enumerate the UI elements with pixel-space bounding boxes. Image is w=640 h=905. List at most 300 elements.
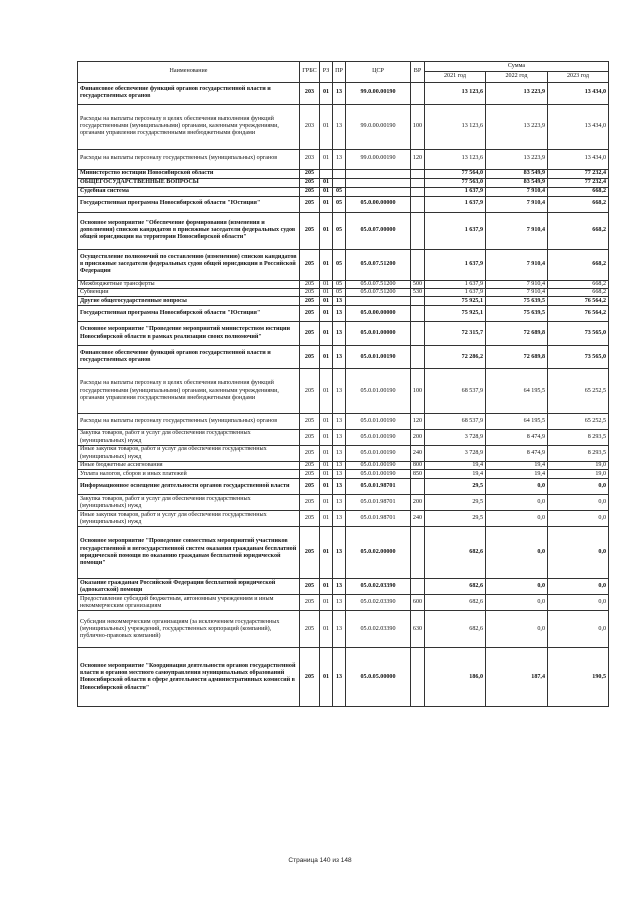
col-grbs-header: ГРБС xyxy=(300,62,320,83)
row-name: Расходы на выплаты персоналу в целях обеспечения выполнения функций государственными (муниципальными) органами, казенными учреждениями, органами управления государственными внебюджетными фондами xyxy=(78,104,300,149)
row-value-2022: 13 223,9 xyxy=(486,149,548,169)
row-csr: 05.0.07.00000 xyxy=(346,212,411,249)
row-rz: 01 xyxy=(320,369,333,414)
row-value-2022: 7 910,4 xyxy=(486,196,548,212)
row-rz: 01 xyxy=(320,104,333,149)
row-csr: 05.0.00.00000 xyxy=(346,306,411,322)
row-vr: 240 xyxy=(411,511,425,527)
row-pr: 13 xyxy=(333,470,346,479)
row-vr xyxy=(411,479,425,495)
row-value-2023: 668,2 xyxy=(548,288,609,296)
row-pr: 13 xyxy=(333,479,346,495)
row-grbs: 203 xyxy=(300,104,320,149)
row-value-2021: 3 728,9 xyxy=(425,446,486,462)
row-value-2021: 1 637,9 xyxy=(425,288,486,296)
row-grbs: 203 xyxy=(300,149,320,169)
page-number: Страница 140 из 148 xyxy=(288,857,352,864)
row-value-2023: 668,2 xyxy=(548,280,609,288)
row-value-2023: 0,0 xyxy=(548,495,609,511)
row-name: Основное мероприятие "Обеспечение формирования (изменения и дополнения) списков кандидатов в присяжные заседатели федеральных судов общей юрисдикции на территории Новосибирской области" xyxy=(78,212,300,249)
row-value-2022: 0,0 xyxy=(486,479,548,495)
row-value-2022: 72 689,8 xyxy=(486,322,548,346)
row-rz: 01 xyxy=(320,288,333,296)
row-csr xyxy=(346,187,411,196)
row-grbs: 205 xyxy=(300,196,320,212)
row-name: Финансовое обеспечение функций органов государственной власти и государственных органов xyxy=(78,82,300,104)
row-value-2022: 64 195,5 xyxy=(486,414,548,430)
row-name: Судебная система xyxy=(78,187,300,196)
row-grbs: 205 xyxy=(300,511,320,527)
table-row xyxy=(78,104,609,149)
row-rz: 01 xyxy=(320,178,333,187)
row-vr xyxy=(411,579,425,595)
row-rz: 01 xyxy=(320,249,333,280)
row-grbs: 205 xyxy=(300,446,320,462)
row-value-2021: 72 286,2 xyxy=(425,346,486,369)
row-rz: 01 xyxy=(320,212,333,249)
row-grbs: 205 xyxy=(300,288,320,296)
row-value-2021: 682,6 xyxy=(425,595,486,611)
row-pr: 13 xyxy=(333,104,346,149)
row-name: Субвенции xyxy=(78,288,300,296)
row-name: Иные закупки товаров, работ и услуг для обеспечения государственных (муниципальных) нужд xyxy=(78,446,300,462)
row-name: Субсидии некоммерческим организациям (за исключением государственных (муниципальных) учреждений, государственных корпораций (компаний), публично-правовых компаний) xyxy=(78,611,300,648)
row-pr: 13 xyxy=(333,414,346,430)
row-pr: 13 xyxy=(333,527,346,579)
row-value-2021: 1 637,9 xyxy=(425,249,486,280)
row-csr: 05.0.00.00000 xyxy=(346,196,411,212)
row-value-2023: 0,0 xyxy=(548,595,609,611)
row-value-2021: 68 537,9 xyxy=(425,369,486,414)
row-name: Закупка товаров, работ и услуг для обеспечения государственных (муниципальных) нужд xyxy=(78,430,300,446)
row-vr xyxy=(411,527,425,579)
row-vr: 800 xyxy=(411,462,425,470)
row-value-2022: 75 639,5 xyxy=(486,297,548,306)
row-value-2023: 19,0 xyxy=(548,470,609,479)
row-name: Оказание гражданам Российской Федерации бесплатной юридической (адвокатской) помощи xyxy=(78,579,300,595)
row-value-2021: 29,5 xyxy=(425,479,486,495)
col-csr-header: ЦСР xyxy=(346,62,411,83)
row-name: Иные закупки товаров, работ и услуг для обеспечения государственных (муниципальных) нужд xyxy=(78,511,300,527)
row-value-2023: 13 434,0 xyxy=(548,104,609,149)
row-rz: 01 xyxy=(320,322,333,346)
row-value-2021: 19,4 xyxy=(425,462,486,470)
row-vr xyxy=(411,306,425,322)
row-vr xyxy=(411,187,425,196)
row-csr: 05.0.01.98701 xyxy=(346,495,411,511)
table-row xyxy=(78,306,609,322)
row-value-2022: 13 223,9 xyxy=(486,82,548,104)
row-value-2021: 75 925,1 xyxy=(425,297,486,306)
row-grbs: 205 xyxy=(300,579,320,595)
row-csr: 99.0.00.00190 xyxy=(346,104,411,149)
col-vr-header: ВР xyxy=(411,62,425,83)
row-pr: 13 xyxy=(333,322,346,346)
row-grbs: 205 xyxy=(300,169,320,178)
row-grbs: 205 xyxy=(300,297,320,306)
row-vr xyxy=(411,346,425,369)
row-csr: 99.0.00.00190 xyxy=(346,82,411,104)
row-value-2023: 65 252,5 xyxy=(548,414,609,430)
row-value-2022: 75 639,5 xyxy=(486,306,548,322)
row-value-2022: 0,0 xyxy=(486,511,548,527)
row-vr: 630 xyxy=(411,611,425,648)
row-pr: 13 xyxy=(333,495,346,511)
row-grbs: 205 xyxy=(300,611,320,648)
row-rz: 01 xyxy=(320,470,333,479)
row-name: Финансовое обеспечение функций органов государственной власти и государственных органов xyxy=(78,346,300,369)
row-value-2021: 77 563,0 xyxy=(425,178,486,187)
row-vr xyxy=(411,178,425,187)
row-vr xyxy=(411,297,425,306)
table-row xyxy=(78,369,609,414)
row-rz: 01 xyxy=(320,446,333,462)
row-vr: 200 xyxy=(411,430,425,446)
row-value-2022: 0,0 xyxy=(486,579,548,595)
row-rz: 01 xyxy=(320,595,333,611)
row-value-2023: 0,0 xyxy=(548,479,609,495)
row-value-2023: 76 564,2 xyxy=(548,297,609,306)
row-csr: 05.0.01.00190 xyxy=(346,430,411,446)
row-grbs: 205 xyxy=(300,414,320,430)
row-rz: 01 xyxy=(320,306,333,322)
table-row xyxy=(78,288,609,296)
row-csr xyxy=(346,178,411,187)
row-name: Осуществление полномочий по составлению (изменению) списков кандидатов в присяжные заседатели федеральных судов общей юрисдикции в Российской Федерации xyxy=(78,249,300,280)
row-rz: 01 xyxy=(320,579,333,595)
row-value-2021: 682,6 xyxy=(425,527,486,579)
row-pr: 13 xyxy=(333,297,346,306)
row-csr: 05.0.02.03390 xyxy=(346,595,411,611)
row-value-2021: 13 123,6 xyxy=(425,82,486,104)
row-csr: 05.0.01.98701 xyxy=(346,511,411,527)
row-value-2023: 73 565,0 xyxy=(548,346,609,369)
table-row xyxy=(78,196,609,212)
row-grbs: 205 xyxy=(300,430,320,446)
row-name: Межбюджетные трансферты xyxy=(78,280,300,288)
row-name: Расходы на выплаты персоналу в целях обеспечения выполнения функций государственными (муниципальными) органами, казенными учреждениями, органами управления государственными внебюджетными фондами xyxy=(78,369,300,414)
row-rz: 01 xyxy=(320,462,333,470)
row-csr: 05.0.01.00190 xyxy=(346,470,411,479)
row-name: Министерство юстиции Новосибирской области xyxy=(78,169,300,178)
row-vr: 600 xyxy=(411,595,425,611)
row-vr: 240 xyxy=(411,446,425,462)
row-grbs: 205 xyxy=(300,462,320,470)
row-value-2021: 75 925,1 xyxy=(425,306,486,322)
row-value-2023: 668,2 xyxy=(548,249,609,280)
row-value-2023: 13 434,0 xyxy=(548,149,609,169)
row-csr: 05.0.01.00190 xyxy=(346,414,411,430)
row-value-2022: 0,0 xyxy=(486,527,548,579)
row-value-2021: 29,5 xyxy=(425,495,486,511)
row-vr: 850 xyxy=(411,470,425,479)
row-csr: 05.0.05.00000 xyxy=(346,648,411,707)
row-rz: 01 xyxy=(320,187,333,196)
row-grbs: 205 xyxy=(300,212,320,249)
row-value-2022: 72 689,8 xyxy=(486,346,548,369)
table-row xyxy=(78,579,609,595)
row-name: Другие общегосударственные вопросы xyxy=(78,297,300,306)
row-csr: 05.0.07.51200 xyxy=(346,280,411,288)
row-csr: 05.0.01.00190 xyxy=(346,346,411,369)
row-pr xyxy=(333,169,346,178)
row-name: Информационное освещение деятельности органов государственной власти xyxy=(78,479,300,495)
col-rz-header: РЗ xyxy=(320,62,333,83)
table-row xyxy=(78,446,609,462)
row-pr: 13 xyxy=(333,82,346,104)
row-value-2023: 13 434,0 xyxy=(548,82,609,104)
row-value-2022: 83 549,9 xyxy=(486,178,548,187)
row-vr: 200 xyxy=(411,495,425,511)
table-row xyxy=(78,495,609,511)
row-value-2022: 8 474,9 xyxy=(486,430,548,446)
row-vr: 100 xyxy=(411,369,425,414)
row-csr: 05.0.01.00190 xyxy=(346,462,411,470)
row-value-2022: 7 910,4 xyxy=(486,249,548,280)
row-value-2021: 13 123,6 xyxy=(425,149,486,169)
row-vr xyxy=(411,169,425,178)
row-vr xyxy=(411,648,425,707)
table-row xyxy=(78,595,609,611)
row-rz: 01 xyxy=(320,511,333,527)
table-row xyxy=(78,82,609,104)
row-vr: 100 xyxy=(411,104,425,149)
table-row xyxy=(78,169,609,178)
row-value-2021: 1 637,9 xyxy=(425,196,486,212)
row-csr: 05.0.02.03390 xyxy=(346,579,411,595)
row-vr: 120 xyxy=(411,414,425,430)
row-rz: 01 xyxy=(320,346,333,369)
table-row xyxy=(78,479,609,495)
row-value-2021: 77 564,0 xyxy=(425,169,486,178)
row-name: Предоставление субсидий бюджетным, автономным учреждениям и иным некоммерческим организациям xyxy=(78,595,300,611)
row-value-2021: 682,6 xyxy=(425,579,486,595)
row-grbs: 205 xyxy=(300,648,320,707)
table-row xyxy=(78,322,609,346)
row-pr: 13 xyxy=(333,369,346,414)
row-value-2022: 8 474,9 xyxy=(486,446,548,462)
row-pr: 13 xyxy=(333,346,346,369)
table-row xyxy=(78,178,609,187)
row-pr: 13 xyxy=(333,511,346,527)
row-vr: 500 xyxy=(411,280,425,288)
table-row xyxy=(78,462,609,470)
row-value-2023: 0,0 xyxy=(548,527,609,579)
row-value-2023: 0,0 xyxy=(548,611,609,648)
row-value-2023: 77 232,4 xyxy=(548,169,609,178)
row-value-2023: 668,2 xyxy=(548,196,609,212)
row-value-2023: 19,0 xyxy=(548,462,609,470)
table-row xyxy=(78,346,609,369)
row-pr: 05 xyxy=(333,249,346,280)
row-value-2023: 668,2 xyxy=(548,212,609,249)
row-csr: 05.0.02.03390 xyxy=(346,611,411,648)
row-name: Расходы на выплаты персоналу государственных (муниципальных) органов xyxy=(78,414,300,430)
row-value-2021: 19,4 xyxy=(425,470,486,479)
row-vr xyxy=(411,249,425,280)
row-value-2023: 73 565,0 xyxy=(548,322,609,346)
row-value-2022: 0,0 xyxy=(486,595,548,611)
row-csr xyxy=(346,297,411,306)
row-value-2022: 19,4 xyxy=(486,470,548,479)
row-pr: 13 xyxy=(333,430,346,446)
row-vr xyxy=(411,196,425,212)
row-grbs: 205 xyxy=(300,306,320,322)
table-row xyxy=(78,249,609,280)
row-rz: 01 xyxy=(320,196,333,212)
row-value-2022: 13 223,9 xyxy=(486,104,548,149)
col-pr-header: ПР xyxy=(333,62,346,83)
row-value-2023: 0,0 xyxy=(548,579,609,595)
row-csr xyxy=(346,169,411,178)
row-rz xyxy=(320,169,333,178)
row-pr: 05 xyxy=(333,196,346,212)
row-rz: 01 xyxy=(320,495,333,511)
row-value-2023: 0,0 xyxy=(548,511,609,527)
row-name: Закупка товаров, работ и услуг для обеспечения государственных (муниципальных) нужд xyxy=(78,495,300,511)
row-value-2021: 72 315,7 xyxy=(425,322,486,346)
row-grbs: 205 xyxy=(300,527,320,579)
row-rz: 01 xyxy=(320,430,333,446)
row-value-2021: 3 728,9 xyxy=(425,430,486,446)
row-rz: 01 xyxy=(320,414,333,430)
table-body xyxy=(78,82,609,707)
row-name: Иные бюджетные ассигнования xyxy=(78,462,300,470)
row-grbs: 205 xyxy=(300,495,320,511)
row-name: Уплата налогов, сборов и иных платежей xyxy=(78,470,300,479)
row-grbs: 205 xyxy=(300,187,320,196)
row-pr: 13 xyxy=(333,611,346,648)
row-name: ОБЩЕГОСУДАРСТВЕННЫЕ ВОПРОСЫ xyxy=(78,178,300,187)
row-value-2022: 64 195,5 xyxy=(486,369,548,414)
row-csr: 05.0.02.00000 xyxy=(346,527,411,579)
table-row xyxy=(78,611,609,648)
table-row xyxy=(78,187,609,196)
row-rz: 01 xyxy=(320,611,333,648)
row-rz: 01 xyxy=(320,527,333,579)
row-pr: 13 xyxy=(333,462,346,470)
row-rz: 01 xyxy=(320,297,333,306)
row-pr: 13 xyxy=(333,306,346,322)
budget-table xyxy=(77,61,609,707)
col-2021-header: 2021 год xyxy=(425,72,486,82)
row-grbs: 205 xyxy=(300,479,320,495)
col-name-header: Наименование xyxy=(78,62,300,83)
row-csr: 99.0.00.00190 xyxy=(346,149,411,169)
row-value-2022: 7 910,4 xyxy=(486,288,548,296)
row-vr: 120 xyxy=(411,149,425,169)
row-csr: 05.0.01.98701 xyxy=(346,479,411,495)
row-grbs: 205 xyxy=(300,595,320,611)
row-value-2021: 13 123,6 xyxy=(425,104,486,149)
row-value-2021: 29,5 xyxy=(425,511,486,527)
table-row xyxy=(78,297,609,306)
row-pr xyxy=(333,178,346,187)
row-grbs: 203 xyxy=(300,82,320,104)
row-rz: 01 xyxy=(320,280,333,288)
row-name: Основное мероприятие "Проведение совместных мероприятий участников государственной и негосударственной систем оказания гражданам бесплатной юридической помощи по оказанию гражданам бесплатной юридической помощи" xyxy=(78,527,300,579)
row-value-2022: 187,4 xyxy=(486,648,548,707)
table-row xyxy=(78,511,609,527)
row-value-2022: 0,0 xyxy=(486,495,548,511)
row-grbs: 205 xyxy=(300,280,320,288)
row-pr: 05 xyxy=(333,212,346,249)
row-pr: 05 xyxy=(333,288,346,296)
row-value-2022: 7 910,4 xyxy=(486,212,548,249)
table-header xyxy=(78,62,609,83)
row-value-2023: 668,2 xyxy=(548,187,609,196)
row-name: Государственная программа Новосибирской области "Юстиция" xyxy=(78,196,300,212)
row-name: Расходы на выплаты персоналу государственных (муниципальных) органов xyxy=(78,149,300,169)
row-value-2023: 190,5 xyxy=(548,648,609,707)
row-value-2021: 682,6 xyxy=(425,611,486,648)
row-grbs: 205 xyxy=(300,369,320,414)
row-value-2022: 7 910,4 xyxy=(486,280,548,288)
row-value-2022: 19,4 xyxy=(486,462,548,470)
row-rz: 01 xyxy=(320,149,333,169)
row-rz: 01 xyxy=(320,82,333,104)
row-grbs: 205 xyxy=(300,178,320,187)
row-pr: 13 xyxy=(333,446,346,462)
row-value-2022: 7 910,4 xyxy=(486,187,548,196)
row-rz: 01 xyxy=(320,648,333,707)
row-pr: 13 xyxy=(333,648,346,707)
row-vr xyxy=(411,322,425,346)
row-value-2023: 77 232,4 xyxy=(548,178,609,187)
row-grbs: 205 xyxy=(300,249,320,280)
row-csr: 05.0.01.00000 xyxy=(346,322,411,346)
col-2023-header: 2023 год xyxy=(548,72,609,82)
col-sum-header: Сумма xyxy=(425,62,609,72)
row-value-2023: 76 564,2 xyxy=(548,306,609,322)
row-grbs: 205 xyxy=(300,470,320,479)
row-pr: 05 xyxy=(333,187,346,196)
row-value-2021: 1 637,9 xyxy=(425,187,486,196)
row-value-2021: 1 637,9 xyxy=(425,280,486,288)
row-value-2022: 83 549,9 xyxy=(486,169,548,178)
row-value-2021: 186,0 xyxy=(425,648,486,707)
row-value-2023: 8 293,5 xyxy=(548,446,609,462)
row-value-2021: 1 637,9 xyxy=(425,212,486,249)
row-vr: 530 xyxy=(411,288,425,296)
row-grbs: 205 xyxy=(300,322,320,346)
table-row xyxy=(78,430,609,446)
row-grbs: 205 xyxy=(300,346,320,369)
table-row xyxy=(78,212,609,249)
col-2022-header: 2022 год xyxy=(486,72,548,82)
table-row xyxy=(78,149,609,169)
row-name: Основное мероприятие "Координация деятельности органов государственной власти и органов местного самоуправления муниципальных образований Новосибирской области в сфере деятельности административных комиссий в Новосибирской области" xyxy=(78,648,300,707)
row-value-2023: 65 252,5 xyxy=(548,369,609,414)
row-name: Основное мероприятие "Проведение мероприятий министерством юстиции Новосибирской области в рамках реализации своих полномочий" xyxy=(78,322,300,346)
row-pr: 05 xyxy=(333,280,346,288)
row-name: Государственная программа Новосибирской области "Юстиция" xyxy=(78,306,300,322)
row-pr: 13 xyxy=(333,149,346,169)
row-vr xyxy=(411,82,425,104)
table-row xyxy=(78,470,609,479)
row-csr: 05.0.07.51200 xyxy=(346,288,411,296)
row-pr: 13 xyxy=(333,595,346,611)
table-row xyxy=(78,414,609,430)
row-value-2022: 0,0 xyxy=(486,611,548,648)
row-vr xyxy=(411,212,425,249)
row-pr: 13 xyxy=(333,579,346,595)
table-row xyxy=(78,280,609,288)
row-value-2021: 68 537,9 xyxy=(425,414,486,430)
row-csr: 05.0.07.51200 xyxy=(346,249,411,280)
row-value-2023: 8 293,5 xyxy=(548,430,609,446)
table-row xyxy=(78,648,609,707)
